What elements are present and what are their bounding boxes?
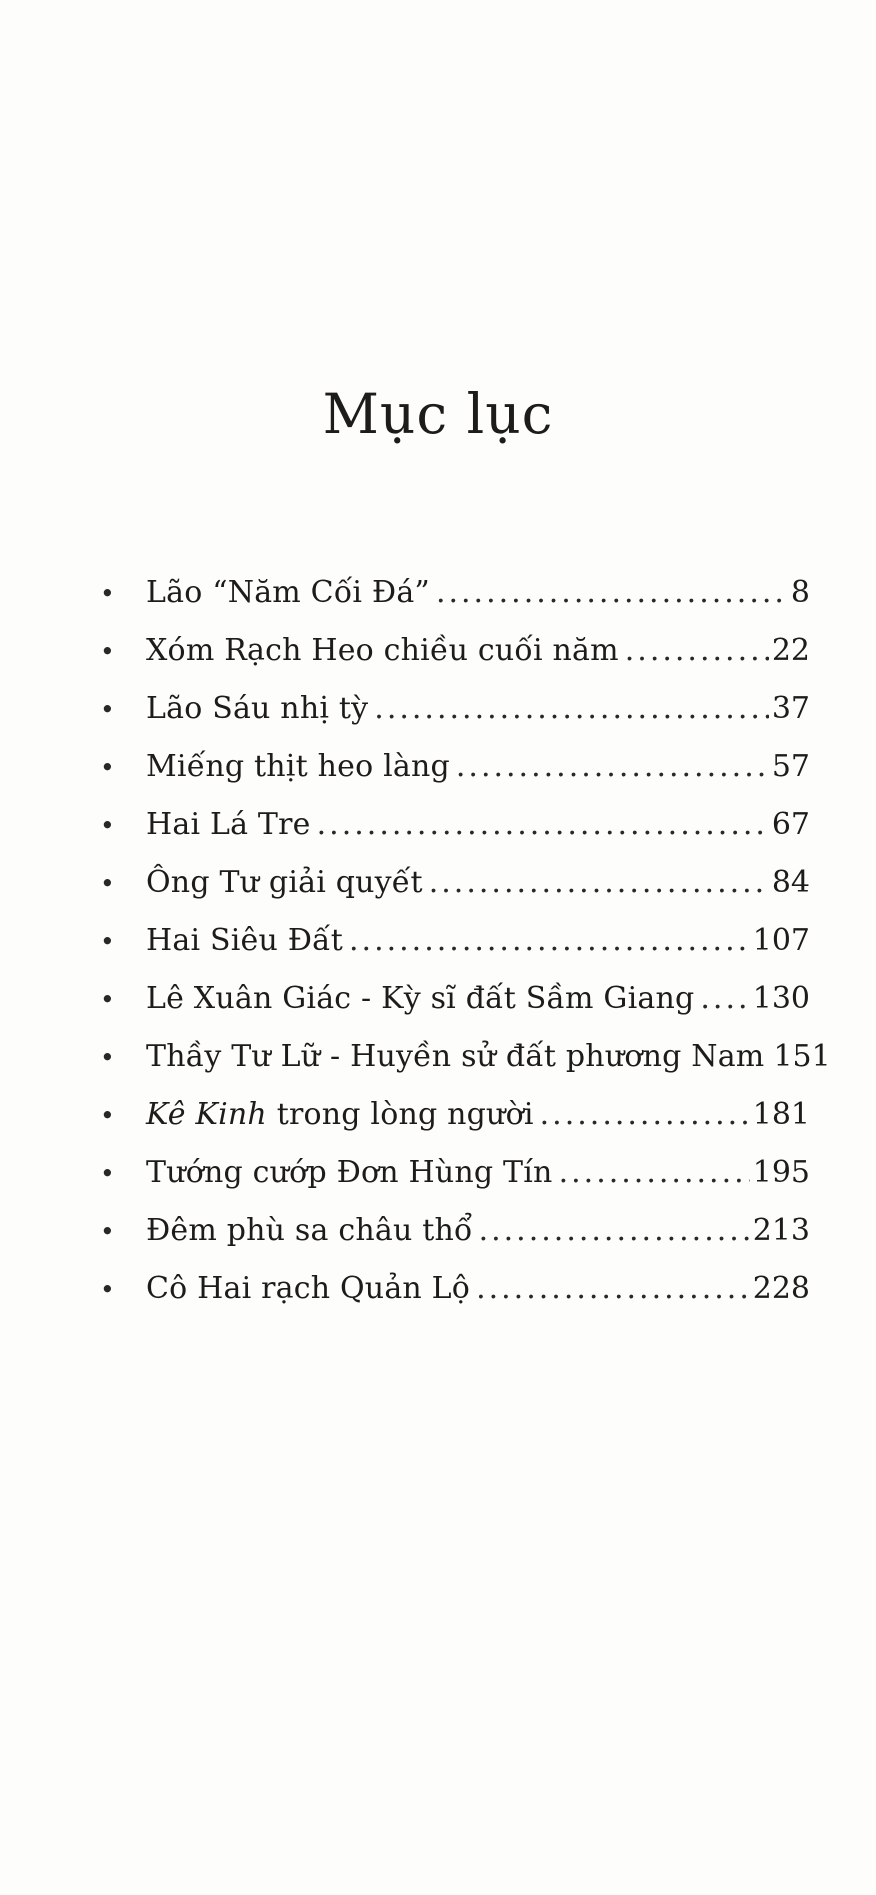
entry-text: trong lòng người <box>266 1097 534 1132</box>
dot-leader <box>349 912 750 970</box>
entry-page-number: 57 <box>771 749 810 784</box>
book-page <box>0 383 876 1895</box>
dot-leader <box>456 738 769 796</box>
toc-entry <box>100 564 810 622</box>
dot-leader <box>559 1144 750 1202</box>
bullet-icon: • <box>100 637 115 666</box>
bullet-icon: • <box>100 579 115 608</box>
entry-page-number: 22 <box>771 633 810 668</box>
entry-text: Xóm Rạch Heo chiều cuối năm <box>146 633 619 668</box>
dot-leader <box>317 796 769 854</box>
entry-page-number: 213 <box>752 1213 810 1248</box>
entry-label <box>146 1144 553 1202</box>
toc-entry <box>100 622 810 680</box>
dot-leader <box>436 564 788 622</box>
toc-entry <box>100 1028 831 1086</box>
entry-text: Hai Lá Tre <box>146 807 311 842</box>
toc-entry <box>100 1086 810 1144</box>
toc-entry <box>100 970 810 1028</box>
bullet-icon: • <box>100 869 115 898</box>
entry-label <box>146 564 430 622</box>
entry-page-number: 228 <box>752 1271 810 1306</box>
bullet-icon: • <box>100 1217 115 1246</box>
entry-text: Ông Tư giải quyết <box>146 865 423 900</box>
toc-entry <box>100 1260 810 1318</box>
entry-label <box>146 1260 470 1318</box>
entry-page-number: 37 <box>771 691 810 726</box>
dot-leader <box>700 970 749 1028</box>
entry-label <box>146 854 423 912</box>
entry-label <box>146 738 450 796</box>
entry-text: Lê Xuân Giác - Kỳ sĩ đất Sầm Giang <box>146 981 695 1016</box>
toc-list <box>100 564 831 1318</box>
dot-leader <box>479 1202 750 1260</box>
entry-page-number: 130 <box>752 981 810 1016</box>
entry-label <box>146 622 619 680</box>
entry-label <box>146 970 694 1028</box>
toc-entry <box>100 1144 810 1202</box>
entry-page-number: 67 <box>771 807 810 842</box>
entry-text: Lão “Năm Cối Đá” <box>146 575 430 610</box>
dot-leader <box>476 1260 750 1318</box>
dot-leader <box>540 1086 750 1144</box>
bullet-icon: • <box>100 927 115 956</box>
bullet-icon: • <box>100 695 115 724</box>
toc-entry <box>100 912 810 970</box>
bullet-icon: • <box>100 1159 115 1188</box>
toc-entry <box>100 738 810 796</box>
bullet-icon: • <box>100 1043 115 1072</box>
entry-text: Hai Siêu Đất <box>146 923 343 958</box>
bullet-icon: • <box>100 811 115 840</box>
entry-text: Tướng cướp Đơn Hùng Tín <box>146 1155 553 1190</box>
toc-entry <box>100 854 810 912</box>
toc-entry <box>100 680 810 738</box>
bullet-icon: • <box>100 1101 115 1130</box>
entry-text: Thầy Tư Lữ - Huyền sử đất phương Nam <box>146 1039 765 1074</box>
entry-label <box>146 1028 764 1086</box>
entry-italic: Kê Kinh <box>146 1097 267 1132</box>
bullet-icon: • <box>100 753 115 782</box>
entry-label <box>146 680 368 738</box>
entry-text: Lão Sáu nhị tỳ <box>146 691 369 726</box>
bullet-icon: • <box>100 985 115 1014</box>
entry-page-number: 151 <box>773 1039 831 1074</box>
toc-entry <box>100 1202 810 1260</box>
dot-leader <box>429 854 769 912</box>
entry-text: Đêm phù sa châu thổ <box>146 1213 473 1248</box>
entry-label <box>146 1086 534 1144</box>
toc-entry <box>100 796 810 854</box>
dot-leader <box>625 622 769 680</box>
entry-text: Miếng thịt heo làng <box>146 749 450 784</box>
entry-page-number: 107 <box>752 923 810 958</box>
bullet-icon: • <box>100 1275 115 1304</box>
entry-label <box>146 1202 473 1260</box>
entry-label <box>146 912 343 970</box>
entry-text: Cô Hai rạch Quản Lộ <box>146 1271 471 1306</box>
entry-label <box>146 796 311 854</box>
entry-page-number: 195 <box>752 1155 810 1190</box>
entry-page-number: 8 <box>790 575 810 610</box>
dot-leader <box>374 680 769 738</box>
page-title: Mục lục <box>322 382 554 446</box>
entry-page-number: 181 <box>752 1097 810 1132</box>
entry-page-number: 84 <box>771 865 810 900</box>
